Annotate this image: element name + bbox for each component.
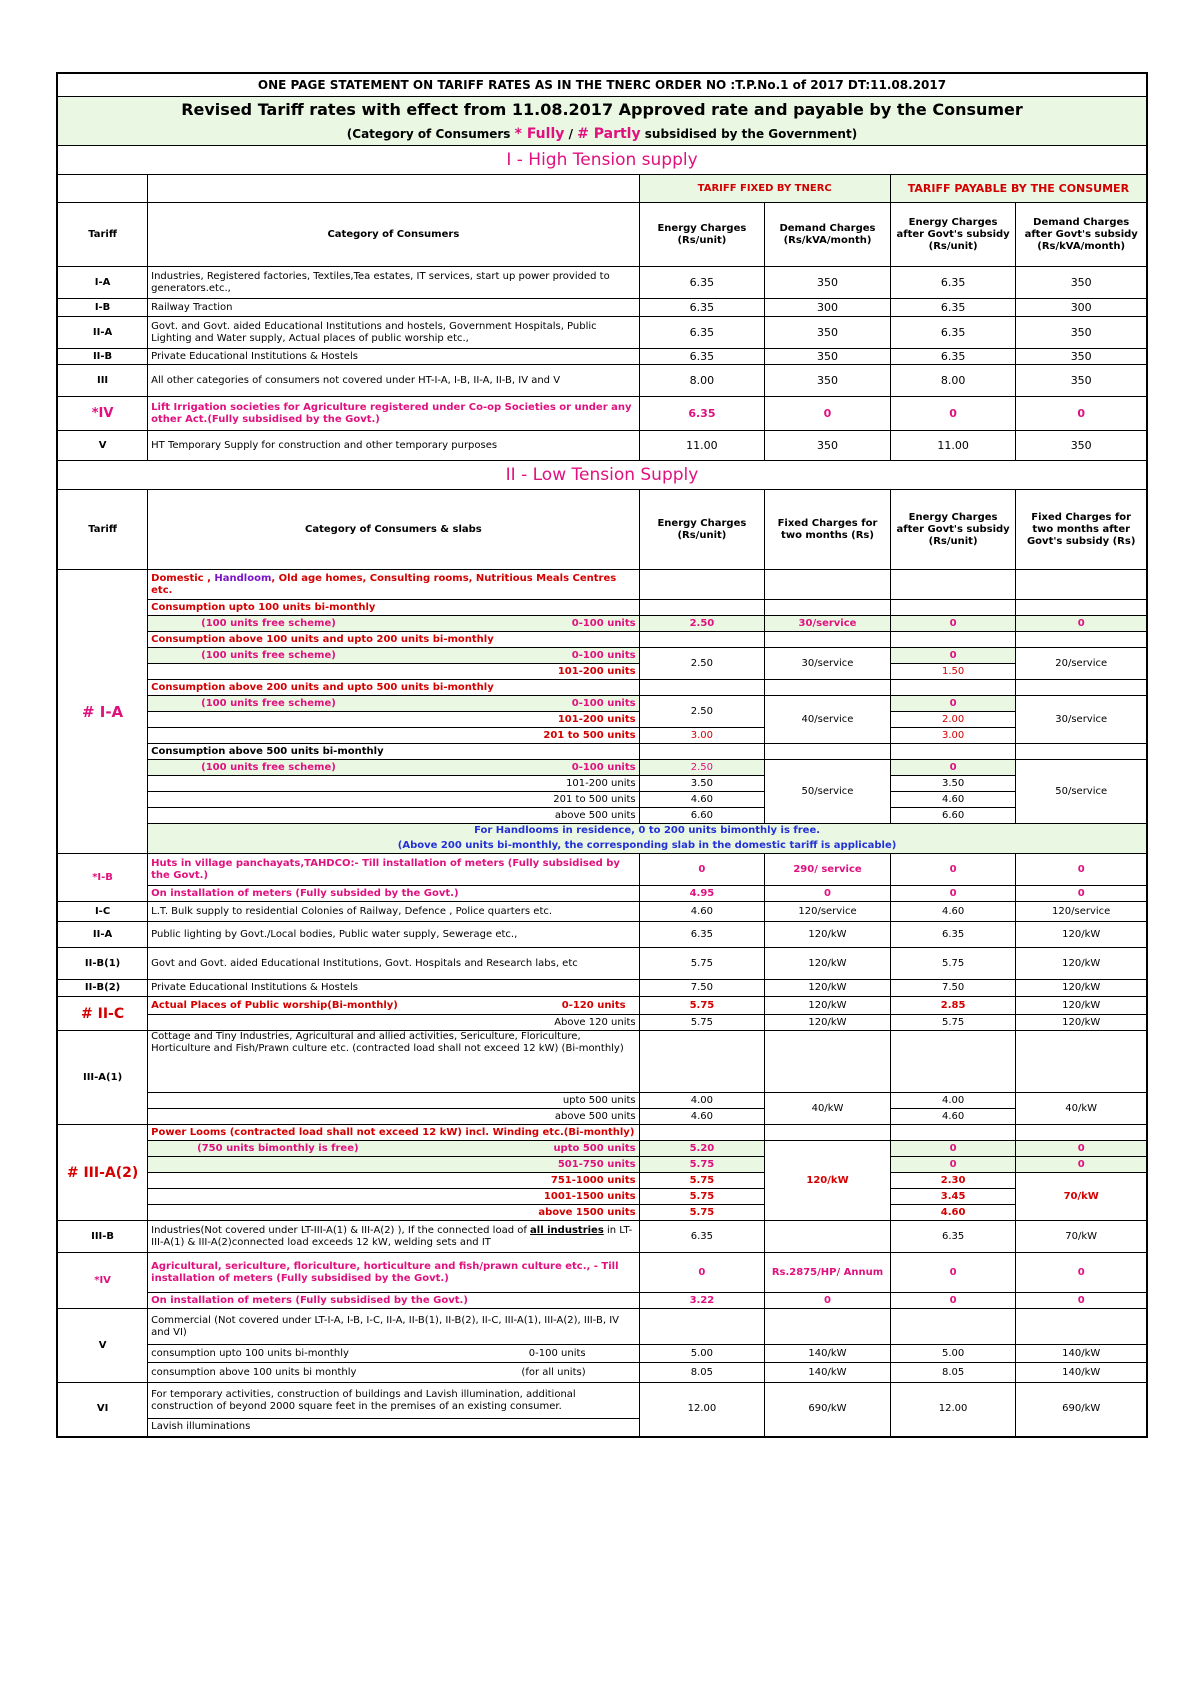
table-cell: 3.50 bbox=[639, 776, 765, 792]
table-cell: 140/kW bbox=[765, 1345, 891, 1363]
lt-iiib-tariff: III-B bbox=[57, 1221, 148, 1253]
table-cell: 0 bbox=[890, 1253, 1016, 1293]
table-cell: 3.00 bbox=[639, 728, 765, 744]
ht-col-demand-sub: Demand Charges after Govt's subsidy (Rs/kVA/month) bbox=[1016, 203, 1147, 267]
table-cell: III bbox=[57, 365, 148, 397]
table-cell: *IV bbox=[57, 397, 148, 431]
table-cell: 501-750 units bbox=[148, 1157, 639, 1173]
table-cell: 120/kW bbox=[765, 980, 891, 997]
table-cell: II-B(1) bbox=[57, 948, 148, 980]
table-cell: 50/service bbox=[765, 760, 891, 824]
table-cell: 6.60 bbox=[639, 808, 765, 824]
table-cell bbox=[890, 1031, 1016, 1093]
table-cell bbox=[765, 1221, 891, 1253]
lt-col-energy-sub: Energy Charges after Govt's subsidy (Rs/unit) bbox=[890, 490, 1016, 570]
table-cell: 5.75 bbox=[639, 1189, 765, 1205]
lt-iiib-category: Industries(Not covered under LT-III-A(1) & III-A(2) ), If the connected load of all industries in LT-III-A(1) & III-A(2)connected load exceeds 12 kW, welding sets and IT bbox=[148, 1221, 639, 1253]
table-cell: 0 bbox=[1016, 1141, 1147, 1157]
table-cell: 120/kW bbox=[1016, 997, 1147, 1015]
table-cell: 120/kW bbox=[765, 997, 891, 1015]
table-cell bbox=[148, 175, 639, 203]
table-cell: 5.75 bbox=[639, 1015, 765, 1031]
table-cell: 4.60 bbox=[890, 1205, 1016, 1221]
table-cell bbox=[639, 744, 765, 760]
table-cell: 6.35 bbox=[639, 317, 765, 349]
document-subtitle: Revised Tariff rates with effect from 11.08.2017 Approved rate and payable by the Consumer bbox=[57, 97, 1147, 124]
table-cell bbox=[1016, 1309, 1147, 1345]
table-cell: On installation of meters (Fully subsidised by the Govt.) bbox=[148, 1293, 639, 1309]
table-cell: 6.35 bbox=[890, 299, 1016, 317]
table-cell: 6.35 bbox=[639, 922, 765, 948]
table-cell: 5.20 bbox=[639, 1141, 765, 1157]
lt-col-energy: Energy Charges (Rs/unit) bbox=[639, 490, 765, 570]
handloom-note-1: For Handlooms in residence, 0 to 200 units bimonthly is free. bbox=[148, 824, 1147, 839]
table-cell: 0 bbox=[1016, 1157, 1147, 1173]
table-cell: 6.35 bbox=[639, 1221, 765, 1253]
table-cell: 5.75 bbox=[639, 1173, 765, 1189]
table-cell: 0 bbox=[639, 854, 765, 886]
table-cell bbox=[1016, 632, 1147, 648]
table-cell: 3.22 bbox=[639, 1293, 765, 1309]
table-cell: 350 bbox=[1016, 317, 1147, 349]
table-cell: upto 500 units bbox=[148, 1093, 639, 1109]
table-cell: 120/kW bbox=[765, 922, 891, 948]
table-cell: Railway Traction bbox=[148, 299, 639, 317]
table-cell: 140/kW bbox=[1016, 1345, 1147, 1363]
ht-col-energy: Energy Charges (Rs/unit) bbox=[639, 203, 765, 267]
table-cell: 11.00 bbox=[890, 431, 1016, 461]
table-cell: 350 bbox=[765, 267, 891, 299]
table-cell: 5.00 bbox=[890, 1345, 1016, 1363]
slab-heading: Consumption upto 100 units bi-monthly bbox=[148, 600, 639, 616]
table-cell bbox=[765, 1125, 891, 1141]
lt-iv-tariff: *IV bbox=[57, 1253, 148, 1309]
table-cell: 6.35 bbox=[639, 267, 765, 299]
table-cell: II-A bbox=[57, 317, 148, 349]
table-cell: 0 bbox=[890, 648, 1016, 664]
table-cell: 3.50 bbox=[890, 776, 1016, 792]
table-cell: 0 bbox=[890, 854, 1016, 886]
table-cell: 70/kW bbox=[1016, 1221, 1147, 1253]
table-cell: 4.60 bbox=[639, 792, 765, 808]
table-cell: 0 bbox=[890, 1293, 1016, 1309]
table-cell: 4.60 bbox=[639, 902, 765, 922]
table-cell: Huts in village panchayats,TAHDCO:- Till installation of meters (Fully subsidised by the Govt.) bbox=[148, 854, 639, 886]
table-cell: On installation of meters (Fully subsided by the Govt.) bbox=[148, 886, 639, 902]
table-cell: 120/kW bbox=[1016, 1015, 1147, 1031]
table-cell: 4.60 bbox=[890, 902, 1016, 922]
table-cell bbox=[890, 570, 1016, 600]
table-cell: (750 units bimonthly is free) upto 500 units bbox=[148, 1141, 639, 1157]
lt-row bbox=[57, 948, 1147, 980]
tariff-sheet bbox=[56, 72, 1148, 1438]
table-cell: 350 bbox=[765, 317, 891, 349]
table-cell: 20/service bbox=[1016, 648, 1147, 680]
lt-vi-tariff: VI bbox=[57, 1383, 148, 1437]
table-cell bbox=[57, 175, 148, 203]
table-cell: consumption above 100 units bi monthly (for all units) bbox=[148, 1363, 639, 1383]
table-cell: 2.50 bbox=[639, 696, 765, 728]
table-cell: 0 bbox=[890, 760, 1016, 776]
table-cell: 12.00 bbox=[890, 1383, 1016, 1437]
lt-col-fixed: Fixed Charges for two months (Rs) bbox=[765, 490, 891, 570]
table-cell: Private Educational Institutions & Hostels bbox=[148, 349, 639, 365]
table-cell: 300 bbox=[1016, 299, 1147, 317]
table-cell: 2.85 bbox=[890, 997, 1016, 1015]
table-cell: (100 units free scheme) 0-100 units bbox=[148, 696, 639, 712]
table-cell: 50/service bbox=[1016, 760, 1147, 824]
table-cell: 0 bbox=[890, 1157, 1016, 1173]
table-cell: Power Looms (contracted load shall not exceed 12 kW) incl. Winding etc.(Bi-monthly) bbox=[148, 1125, 639, 1141]
table-cell: 40/kW bbox=[1016, 1093, 1147, 1125]
table-cell: 40/kW bbox=[765, 1093, 891, 1125]
table-cell: 30/service bbox=[765, 648, 891, 680]
table-cell: 120/kW bbox=[765, 948, 891, 980]
table-cell: 201 to 500 units bbox=[148, 792, 639, 808]
table-cell: Cottage and Tiny Industries, Agricultural and allied activities, Sericulture, Floriculture, Horticulture and Fish/Prawn culture etc. (contracted load shall not exceed 12 kW) (Bi-monthly) bbox=[148, 1031, 639, 1093]
category-note: (Category of Consumers * Fully / # Partly subsidised by the Government) bbox=[57, 123, 1147, 146]
table-cell: 0 bbox=[1016, 886, 1147, 902]
table-cell: Industries, Registered factories, Textiles,Tea estates, IT services, start up power provided to generators.etc., bbox=[148, 267, 639, 299]
table-cell: 101-200 units bbox=[148, 776, 639, 792]
table-cell: 0 bbox=[890, 616, 1016, 632]
table-cell: L.T. Bulk supply to residential Colonies of Railway, Defence , Police quarters etc. bbox=[148, 902, 639, 922]
table-cell: 0 bbox=[890, 886, 1016, 902]
table-cell: 6.35 bbox=[890, 922, 1016, 948]
table-cell: 11.00 bbox=[639, 431, 765, 461]
table-cell: Lift Irrigation societies for Agriculture registered under Co-op Societies or under any other Act.(Fully subsidised by the Govt.) bbox=[148, 397, 639, 431]
table-cell bbox=[1016, 600, 1147, 616]
table-cell: 70/kW bbox=[1016, 1173, 1147, 1221]
table-cell bbox=[765, 570, 891, 600]
table-cell: I-C bbox=[57, 902, 148, 922]
table-cell: 2.30 bbox=[890, 1173, 1016, 1189]
table-cell: 0 bbox=[890, 1141, 1016, 1157]
document-title: ONE PAGE STATEMENT ON TARIFF RATES AS IN THE TNERC ORDER NO :T.P.No.1 of 2017 DT:11.08.2017 bbox=[57, 73, 1147, 97]
table-cell: 8.00 bbox=[890, 365, 1016, 397]
table-cell: Agricultural, sericulture, floriculture, horticulture and fish/prawn culture etc., - Till installation of meters (Fully subsidised by the Govt.) bbox=[148, 1253, 639, 1293]
table-cell: 120/kW bbox=[1016, 948, 1147, 980]
table-cell: 2.50 bbox=[639, 648, 765, 680]
table-cell: 0 bbox=[765, 886, 891, 902]
table-cell: 8.05 bbox=[890, 1363, 1016, 1383]
handloom-note-2: (Above 200 units bi-monthly, the corresponding slab in the domestic tariff is applicable) bbox=[148, 839, 1147, 854]
table-cell: 101-200 units bbox=[148, 712, 639, 728]
table-cell: 201 to 500 units bbox=[148, 728, 639, 744]
table-cell: Private Educational Institutions & Hostels bbox=[148, 980, 639, 997]
table-cell: 350 bbox=[1016, 349, 1147, 365]
ht-row bbox=[57, 349, 1147, 365]
lt-iiia2-tariff: # III-A(2) bbox=[57, 1125, 148, 1221]
lt-row bbox=[57, 902, 1147, 922]
table-cell: 350 bbox=[765, 349, 891, 365]
table-cell: (100 units free scheme) 0-100 units bbox=[148, 760, 639, 776]
table-cell: Above 120 units bbox=[148, 1015, 639, 1031]
table-cell: 4.60 bbox=[890, 1109, 1016, 1125]
table-cell: 0 bbox=[639, 1253, 765, 1293]
table-cell: II-B(2) bbox=[57, 980, 148, 997]
table-cell bbox=[890, 1309, 1016, 1345]
table-cell: 30/service bbox=[765, 616, 891, 632]
table-cell: 101-200 units bbox=[148, 664, 639, 680]
table-cell: 0 bbox=[765, 397, 891, 431]
table-cell: II-A bbox=[57, 922, 148, 948]
ht-row bbox=[57, 317, 1147, 349]
table-cell: 5.75 bbox=[639, 948, 765, 980]
lt-col-fixed-sub: Fixed Charges for two months after Govt's subsidy (Rs) bbox=[1016, 490, 1147, 570]
table-cell bbox=[639, 600, 765, 616]
table-cell: 290/ service bbox=[765, 854, 891, 886]
table-cell: 0 bbox=[765, 1293, 891, 1309]
table-cell: 0 bbox=[890, 696, 1016, 712]
table-cell: 3.00 bbox=[890, 728, 1016, 744]
slab-heading: Consumption above 100 units and upto 200 units bi-monthly bbox=[148, 632, 639, 648]
table-cell: 0 bbox=[1016, 1253, 1147, 1293]
table-cell: 6.35 bbox=[890, 317, 1016, 349]
table-cell: Actual Places of Public worship(Bi-monthly) 0-120 units bbox=[148, 997, 639, 1015]
table-cell bbox=[765, 1309, 891, 1345]
table-cell: 350 bbox=[1016, 431, 1147, 461]
table-cell: 5.75 bbox=[890, 1015, 1016, 1031]
table-cell: All other categories of consumers not covered under HT-I-A, I-B, II-A, II-B, IV and V bbox=[148, 365, 639, 397]
table-cell: V bbox=[57, 431, 148, 461]
ht-row bbox=[57, 267, 1147, 299]
table-cell: 120/kW bbox=[765, 1015, 891, 1031]
table-cell: 5.75 bbox=[639, 1205, 765, 1221]
table-cell: 12.00 bbox=[639, 1383, 765, 1437]
table-cell: Govt. and Govt. aided Educational Institutions and hostels, Government Hospitals, Public Lighting and Water supply, Actual places of public worship etc., bbox=[148, 317, 639, 349]
table-cell bbox=[1016, 1125, 1147, 1141]
table-cell: 120/kW bbox=[765, 1141, 891, 1221]
table-cell: 40/service bbox=[765, 696, 891, 744]
table-cell: II-B bbox=[57, 349, 148, 365]
tariff-payable-header: TARIFF PAYABLE BY THE CONSUMER bbox=[890, 175, 1147, 203]
lt-col-tariff: Tariff bbox=[57, 490, 148, 570]
table-cell bbox=[639, 1125, 765, 1141]
tariff-table bbox=[56, 72, 1148, 1438]
table-cell: 140/kW bbox=[765, 1363, 891, 1383]
table-cell: I-B bbox=[57, 299, 148, 317]
table-cell: 4.60 bbox=[639, 1109, 765, 1125]
table-cell: above 500 units bbox=[148, 1109, 639, 1125]
table-cell: Lavish illuminations bbox=[148, 1419, 639, 1437]
ht-col-energy-sub: Energy Charges after Govt's subsidy (Rs/unit) bbox=[890, 203, 1016, 267]
table-cell: 4.95 bbox=[639, 886, 765, 902]
table-cell bbox=[765, 680, 891, 696]
table-cell bbox=[639, 570, 765, 600]
lt-ia-tariff: # I-A bbox=[57, 570, 148, 854]
table-cell: 4.60 bbox=[890, 792, 1016, 808]
ht-row bbox=[57, 397, 1147, 431]
table-cell: 5.75 bbox=[639, 1157, 765, 1173]
table-cell: 2.50 bbox=[639, 616, 765, 632]
table-cell bbox=[765, 1031, 891, 1093]
lt-iic-tariff: # II-C bbox=[57, 997, 148, 1031]
table-cell bbox=[639, 1309, 765, 1345]
table-cell bbox=[1016, 680, 1147, 696]
table-cell bbox=[765, 744, 891, 760]
table-cell: For temporary activities, construction of buildings and Lavish illumination, additional construction of beyond 2000 square feet in the premises of an existing consumer. bbox=[148, 1383, 639, 1419]
free-scheme-row: (100 units free scheme) 0-100 units bbox=[148, 616, 639, 632]
table-cell: 8.00 bbox=[639, 365, 765, 397]
table-cell: Public lighting by Govt./Local bodies, Public water supply, Sewerage etc., bbox=[148, 922, 639, 948]
table-cell: above 1500 units bbox=[148, 1205, 639, 1221]
lt-row bbox=[57, 922, 1147, 948]
ht-heading: I - High Tension supply bbox=[57, 146, 1147, 175]
table-cell: 7.50 bbox=[639, 980, 765, 997]
table-cell: 690/kW bbox=[765, 1383, 891, 1437]
ht-row bbox=[57, 299, 1147, 317]
table-cell: 6.35 bbox=[639, 299, 765, 317]
table-cell: 120/service bbox=[765, 902, 891, 922]
table-cell: Rs.2875/HP/ Annum bbox=[765, 1253, 891, 1293]
table-cell: I-A bbox=[57, 267, 148, 299]
lt-row bbox=[57, 980, 1147, 997]
table-cell: 1.50 bbox=[890, 664, 1016, 680]
table-cell bbox=[890, 680, 1016, 696]
table-cell: 6.35 bbox=[890, 267, 1016, 299]
table-cell: (100 units free scheme) 0-100 units bbox=[148, 648, 639, 664]
ht-row bbox=[57, 431, 1147, 461]
table-cell: 300 bbox=[765, 299, 891, 317]
table-cell: 6.35 bbox=[890, 1221, 1016, 1253]
table-cell: 1001-1500 units bbox=[148, 1189, 639, 1205]
table-cell: 350 bbox=[765, 431, 891, 461]
table-cell: 120/kW bbox=[1016, 922, 1147, 948]
lt-v-tariff: V bbox=[57, 1309, 148, 1383]
table-cell bbox=[639, 632, 765, 648]
table-cell: Govt and Govt. aided Educational Institutions, Govt. Hospitals and Research labs, etc bbox=[148, 948, 639, 980]
table-cell bbox=[1016, 1031, 1147, 1093]
slab-heading: Consumption above 200 units and upto 500 units bi-monthly bbox=[148, 680, 639, 696]
table-cell bbox=[1016, 570, 1147, 600]
table-cell: 350 bbox=[1016, 365, 1147, 397]
lt-heading: II - Low Tension Supply bbox=[57, 461, 1147, 490]
table-cell: 120/kW bbox=[1016, 980, 1147, 997]
lt-ib-tariff: *I-B bbox=[57, 854, 148, 902]
table-cell bbox=[639, 1031, 765, 1093]
table-cell: 6.35 bbox=[639, 397, 765, 431]
ht-col-demand: Demand Charges (Rs/kVA/month) bbox=[765, 203, 891, 267]
table-cell: 0 bbox=[890, 397, 1016, 431]
lt-col-category: Category of Consumers & slabs bbox=[148, 490, 639, 570]
table-cell: 6.35 bbox=[639, 349, 765, 365]
table-cell bbox=[890, 600, 1016, 616]
table-cell: 5.75 bbox=[639, 997, 765, 1015]
table-cell: 5.75 bbox=[890, 948, 1016, 980]
slab-heading: Consumption above 500 units bi-monthly bbox=[148, 744, 639, 760]
table-cell bbox=[890, 1125, 1016, 1141]
ht-col-tariff: Tariff bbox=[57, 203, 148, 267]
table-cell bbox=[890, 632, 1016, 648]
lt-ia-domestic: Domestic , Handloom, Old age homes, Consulting rooms, Nutritious Meals Centres etc. bbox=[148, 570, 639, 600]
table-cell: 690/kW bbox=[1016, 1383, 1147, 1437]
table-cell: 6.60 bbox=[890, 808, 1016, 824]
table-cell: 0 bbox=[1016, 1293, 1147, 1309]
table-cell bbox=[639, 680, 765, 696]
ht-col-category: Category of Consumers bbox=[148, 203, 639, 267]
table-cell bbox=[765, 600, 891, 616]
table-cell bbox=[765, 632, 891, 648]
table-cell: 30/service bbox=[1016, 696, 1147, 744]
table-cell: 350 bbox=[1016, 267, 1147, 299]
table-cell: 2.00 bbox=[890, 712, 1016, 728]
table-cell: 4.00 bbox=[639, 1093, 765, 1109]
table-cell: 6.35 bbox=[890, 349, 1016, 365]
table-cell: 7.50 bbox=[890, 980, 1016, 997]
table-cell: 8.05 bbox=[639, 1363, 765, 1383]
table-cell: 2.50 bbox=[639, 760, 765, 776]
table-cell: 3.45 bbox=[890, 1189, 1016, 1205]
table-cell bbox=[890, 744, 1016, 760]
table-cell: 0 bbox=[1016, 616, 1147, 632]
table-cell bbox=[1016, 744, 1147, 760]
table-cell: 120/service bbox=[1016, 902, 1147, 922]
ht-row bbox=[57, 365, 1147, 397]
table-cell: consumption upto 100 units bi-monthly 0-100 units bbox=[148, 1345, 639, 1363]
table-cell: 0 bbox=[1016, 854, 1147, 886]
table-cell: Commercial (Not covered under LT-I-A, I-B, I-C, II-A, II-B(1), II-B(2), II-C, III-A(1), III-A(2), III-B, IV and VI) bbox=[148, 1309, 639, 1345]
table-cell: HT Temporary Supply for construction and other temporary purposes bbox=[148, 431, 639, 461]
table-cell: 0 bbox=[1016, 397, 1147, 431]
table-cell: 5.00 bbox=[639, 1345, 765, 1363]
lt-iiia1-tariff: III-A(1) bbox=[57, 1031, 148, 1125]
table-cell: 4.00 bbox=[890, 1093, 1016, 1109]
table-cell: 350 bbox=[765, 365, 891, 397]
table-cell: 140/kW bbox=[1016, 1363, 1147, 1383]
tariff-fixed-header: TARIFF FIXED BY TNERC bbox=[639, 175, 890, 203]
table-cell: above 500 units bbox=[148, 808, 639, 824]
table-cell: 751-1000 units bbox=[148, 1173, 639, 1189]
